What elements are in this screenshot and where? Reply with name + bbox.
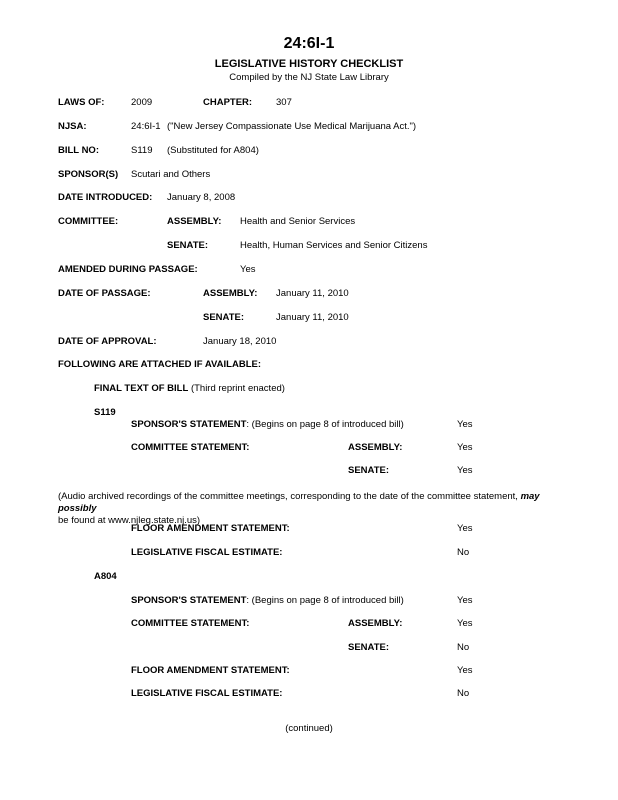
s119-heading: S119 [94,407,116,418]
passage-assembly-value: January 11, 2010 [276,288,349,299]
bill-no-value: S119 [131,145,153,156]
date-of-passage-label: DATE OF PASSAGE: [58,288,151,299]
final-text-note: (Third reprint enacted) [190,383,285,394]
laws-of-value: 2009 [131,97,153,108]
njsa-value: 24:6I-1 [131,121,161,132]
bill-no-note: (Substituted for A804) [167,145,259,156]
committee-assembly-label: ASSEMBLY: [167,216,222,227]
a804-senate-value: No [457,642,470,653]
audio-note [58,491,578,527]
passage-senate-value: January 11, 2010 [276,312,349,323]
continued-note: (continued) [285,723,333,734]
s119-fiscal-label: LEGISLATIVE FISCAL ESTIMATE: [131,547,283,558]
passage-senate-label: SENATE: [203,312,244,323]
a804-senate-label: SENATE: [348,642,389,653]
date-introduced-value: January 8, 2008 [167,192,236,203]
date-introduced-label: DATE INTRODUCED: [58,192,153,203]
a804-fiscal-value: No [457,688,470,699]
amended-label: AMENDED DURING PASSAGE: [58,264,198,275]
chapter-value: 307 [276,97,292,108]
njsa-label: NJSA: [58,121,87,132]
a804-sponsor-label: SPONSOR'S STATEMENT [131,595,247,606]
a804-sponsor-value: Yes [457,595,473,606]
s119-fiscal-value: No [457,547,470,558]
s119-committee-label: COMMITTEE STATEMENT: [131,442,250,453]
a804-assembly-label: ASSEMBLY: [348,618,403,629]
committee-senate-label: SENATE: [167,240,208,251]
a804-committee-label: COMMITTEE STATEMENT: [131,618,250,629]
a804-sponsor-line [131,596,404,606]
attached-heading: FOLLOWING ARE ATTACHED IF AVAILABLE: [58,359,261,370]
passage-assembly-label: ASSEMBLY: [203,288,258,299]
audio-note-emphasis: may possibly [58,491,540,514]
sponsors-value: Scutari and Others [131,169,211,180]
date-of-approval-label: DATE OF APPROVAL: [58,336,157,347]
final-text-line [94,384,285,394]
s119-senate-label: SENATE: [348,465,389,476]
laws-of-label: LAWS OF: [58,97,105,108]
a804-assembly-value: Yes [457,618,473,629]
committee-assembly-value: Health and Senior Services [240,216,356,227]
chapter-label: CHAPTER: [203,97,253,108]
s119-sponsor-label: SPONSOR'S STATEMENT [131,419,247,430]
compiled-by: Compiled by the NJ State Law Library [229,72,389,83]
date-of-approval-value: January 18, 2010 [203,336,277,347]
a804-floor-label: FLOOR AMENDMENT STATEMENT: [131,665,290,676]
s119-assembly-label: ASSEMBLY: [348,442,403,453]
committee-senate-value: Health, Human Services and Senior Citizens [240,240,428,251]
final-text-label: FINAL TEXT OF BILL [94,383,189,394]
audio-note-link-text: be found at www.njleg.state.nj.us) [58,515,201,526]
committee-label: COMMITTEE: [58,216,119,227]
njsa-note: ("New Jersey Compassionate Use Medical Marijuana Act.") [167,121,417,132]
s119-sponsor-value: Yes [457,419,473,430]
a804-floor-value: Yes [457,665,473,676]
bill-no-label: BILL NO: [58,145,99,156]
a804-fiscal-label: LEGISLATIVE FISCAL ESTIMATE: [131,688,283,699]
s119-sponsor-note: : (Begins on page 8 of introduced bill) [246,419,404,430]
s119-sponsor-line [131,420,404,430]
page-title: 24:6I-1 [283,35,335,52]
s119-floor-value: Yes [457,523,473,534]
s119-assembly-value: Yes [457,442,473,453]
audio-note-text: (Audio archived recordings of the committee meetings, corresponding to the date of the committee statement, [58,491,521,502]
s119-floor-label: FLOOR AMENDMENT STATEMENT: [131,523,290,534]
sponsors-label: SPONSOR(S) [58,169,119,180]
s119-senate-value: Yes [457,465,473,476]
checklist-heading: LEGISLATIVE HISTORY CHECKLIST [214,58,404,70]
amended-value: Yes [240,264,256,275]
a804-sponsor-note: : (Begins on page 8 of introduced bill) [246,595,404,606]
a804-heading: A804 [94,571,117,582]
